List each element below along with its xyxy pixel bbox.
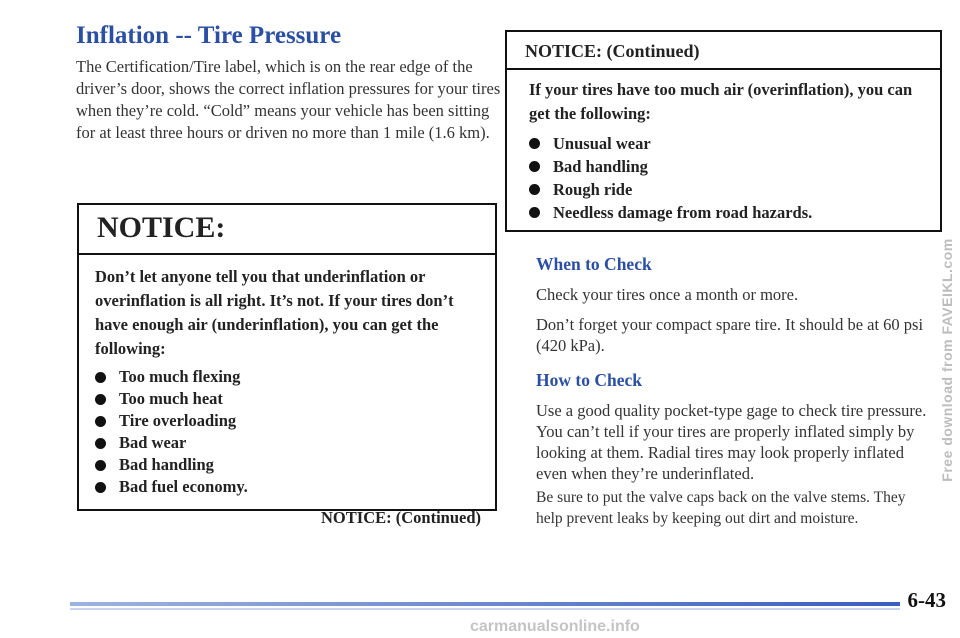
notice-continued-heading: NOTICE: (Continued) xyxy=(507,32,940,70)
when-paragraph-1: Check your tires once a month or more. xyxy=(536,285,799,304)
how-paragraph-1: Use a good quality pocket-type gage to check tire pressure. You can’t tell if your tires are properly inflated simply by looking at them. Radial tires may look properly inflated even when they’re underinflated. xyxy=(536,401,927,483)
notice-continued-label: NOTICE: (Continued) xyxy=(321,508,481,527)
notice-body xyxy=(79,255,495,530)
list-item: Bad handling xyxy=(529,155,926,178)
how-paragraph-2: Be sure to put the valve caps back on the valve stems. They help prevent leaks by keeping out dirt and moisture. xyxy=(536,489,906,527)
notice-bullet-list xyxy=(529,132,926,224)
bullet-icon xyxy=(529,184,540,195)
list-item: Tire overloading xyxy=(95,410,481,432)
notice-text: Don’t let anyone tell you that underinflation or overinflation is all right. It’s not. If your tires don’t have enough air (underinflation), you can get the following: xyxy=(95,267,454,358)
list-item: Unusual wear xyxy=(529,132,926,155)
page-number: 6-43 xyxy=(907,588,946,612)
side-watermark: Free download from FAVEIKL.com xyxy=(939,238,955,482)
bullet-icon xyxy=(95,416,106,427)
list-item: Bad fuel economy. xyxy=(95,476,481,498)
notice-box-right xyxy=(505,30,942,232)
notice-heading: NOTICE: xyxy=(79,205,495,255)
list-item: Rough ride xyxy=(529,178,926,201)
notice-box-left xyxy=(77,203,497,527)
list-item: Bad wear xyxy=(95,432,481,454)
list-item: Too much flexing xyxy=(95,366,481,388)
notice-text: If your tires have too much air (overinflation), you can get the following: xyxy=(529,80,913,123)
when-to-check-heading: When to Check xyxy=(536,254,652,274)
bullet-icon xyxy=(95,394,106,405)
footer-rule xyxy=(70,602,900,606)
footer-rule-thin xyxy=(70,608,900,610)
bullet-icon xyxy=(529,161,540,172)
list-item: Too much heat xyxy=(95,388,481,410)
bullet-icon xyxy=(95,372,106,383)
intro-paragraph: The Certification/Tire label, which is on the rear edge of the driver’s door, shows the correct inflation pressures for your tires when they’re cold. “Cold” means your vehicle has been sitting for at least three hours or driven no more than 1 mile (1.6 km). xyxy=(76,57,501,142)
section-title: Inflation -- Tire Pressure xyxy=(76,22,342,49)
notice-bullet-list xyxy=(95,366,481,498)
list-item: Bad handling xyxy=(95,454,481,476)
bullet-icon xyxy=(95,460,106,471)
how-to-check-heading: How to Check xyxy=(536,370,642,390)
list-item: Needless damage from road hazards. xyxy=(529,201,926,224)
when-paragraph-2: Don’t forget your compact spare tire. It should be at 60 psi (420 kPa). xyxy=(536,315,924,355)
bullet-icon xyxy=(529,207,540,218)
notice-body xyxy=(507,70,940,224)
bullet-icon xyxy=(95,482,106,493)
bullet-icon xyxy=(529,138,540,149)
bottom-watermark: carmanualsonline.info xyxy=(470,618,640,635)
bullet-icon xyxy=(95,438,106,449)
